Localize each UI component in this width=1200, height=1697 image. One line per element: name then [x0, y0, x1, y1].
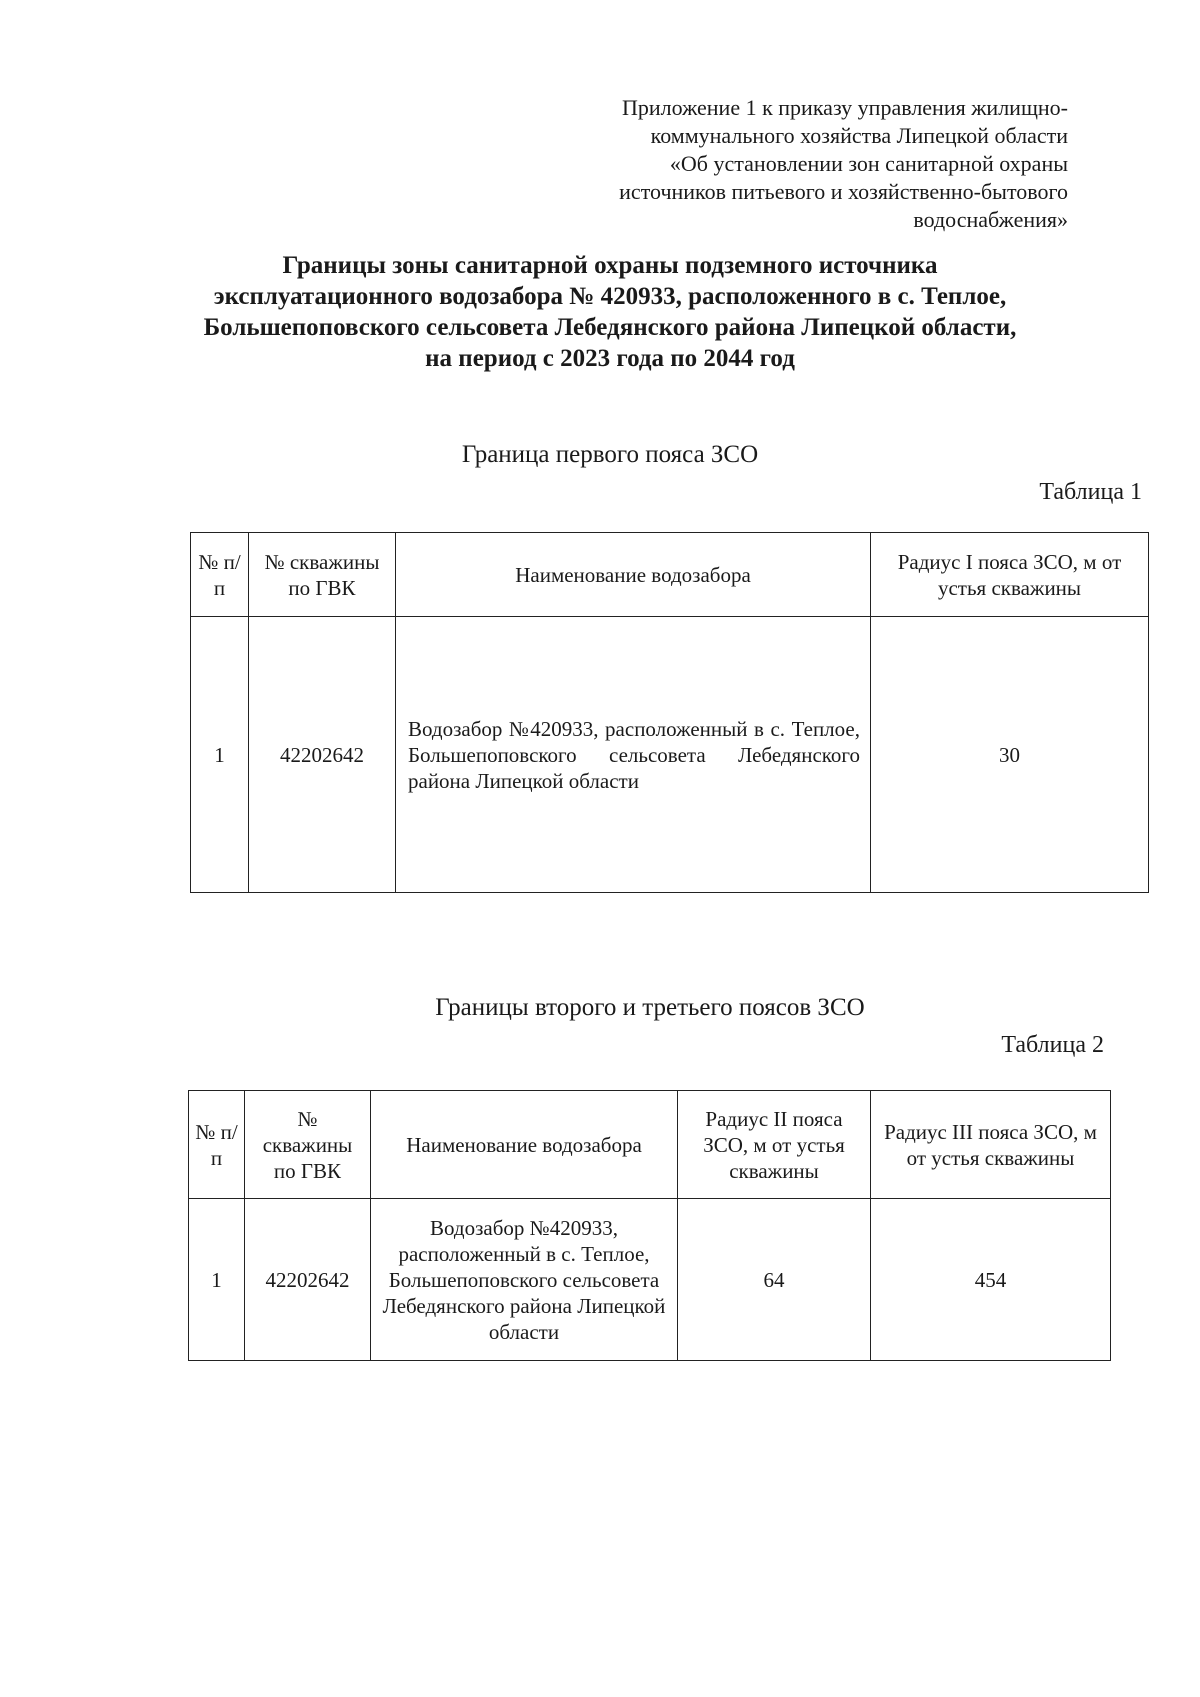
header-radius1: Радиус I пояса ЗСО, м от устья скважины: [871, 533, 1149, 617]
table-row: [191, 617, 1149, 893]
table2-header-row: [189, 1091, 1111, 1199]
document-title: [150, 250, 1070, 374]
appendix-line: источников питьевого и хозяйственно-бытового: [619, 179, 1068, 204]
title-line: Границы зоны санитарной охраны подземного источника: [282, 252, 938, 279]
title-line: Большепоповского сельсовета Лебедянского района Липецкой области,: [203, 314, 1017, 341]
appendix-note: [508, 94, 1068, 234]
appendix-line: Приложение 1 к приказу управления жилищно-: [622, 95, 1068, 120]
appendix-line: коммунального хозяйства Липецкой области: [650, 123, 1068, 148]
table-row: [189, 1199, 1111, 1361]
cell-num: 1: [189, 1199, 245, 1361]
header-name: Наименование водозабора: [371, 1091, 678, 1199]
title-line: на период с 2023 года по 2044 год: [425, 345, 795, 372]
cell-name: Водозабор №420933, расположенный в с. Теплое, Большепоповского сельсовета Лебедянского района Липецкой области: [371, 1199, 678, 1361]
header-radius2: Радиус II пояса ЗСО, м от устья скважины: [678, 1091, 871, 1199]
cell-radius1: 30: [871, 617, 1149, 893]
header-num: № п/п: [189, 1091, 245, 1199]
cell-well: 42202642: [245, 1199, 371, 1361]
header-well: № скважины по ГВК: [245, 1091, 371, 1199]
table1-label: Таблица 1: [1039, 479, 1142, 505]
header-num: № п/п: [191, 533, 249, 617]
cell-num: 1: [191, 617, 249, 893]
header-radius3: Радиус III пояса ЗСО, м от устья скважины: [871, 1091, 1111, 1199]
table1-header-row: [191, 533, 1149, 617]
cell-name: Водозабор №420933, расположенный в с. Теплое, Большепоповского сельсовета Лебедянского района Липецкой области: [396, 617, 871, 893]
header-name: Наименование водозабора: [396, 533, 871, 617]
title-line: эксплуатационного водозабора № 420933, расположенного в с. Теплое,: [213, 283, 1007, 310]
cell-well: 42202642: [249, 617, 396, 893]
cell-radius2: 64: [678, 1199, 871, 1361]
appendix-line: «Об установлении зон санитарной охраны: [669, 151, 1068, 176]
section2-heading: Границы второго и третьего поясов ЗСО: [435, 994, 865, 1021]
header-well: № скважины по ГВК: [249, 533, 396, 617]
table1-first-belt: [190, 532, 1149, 893]
table2-label: Таблица 2: [1001, 1032, 1104, 1058]
table2-second-third-belts: [188, 1090, 1111, 1361]
cell-radius3: 454: [871, 1199, 1111, 1361]
appendix-line: водоснабжения»: [913, 207, 1068, 232]
section1-heading: Граница первого пояса ЗСО: [461, 441, 759, 468]
